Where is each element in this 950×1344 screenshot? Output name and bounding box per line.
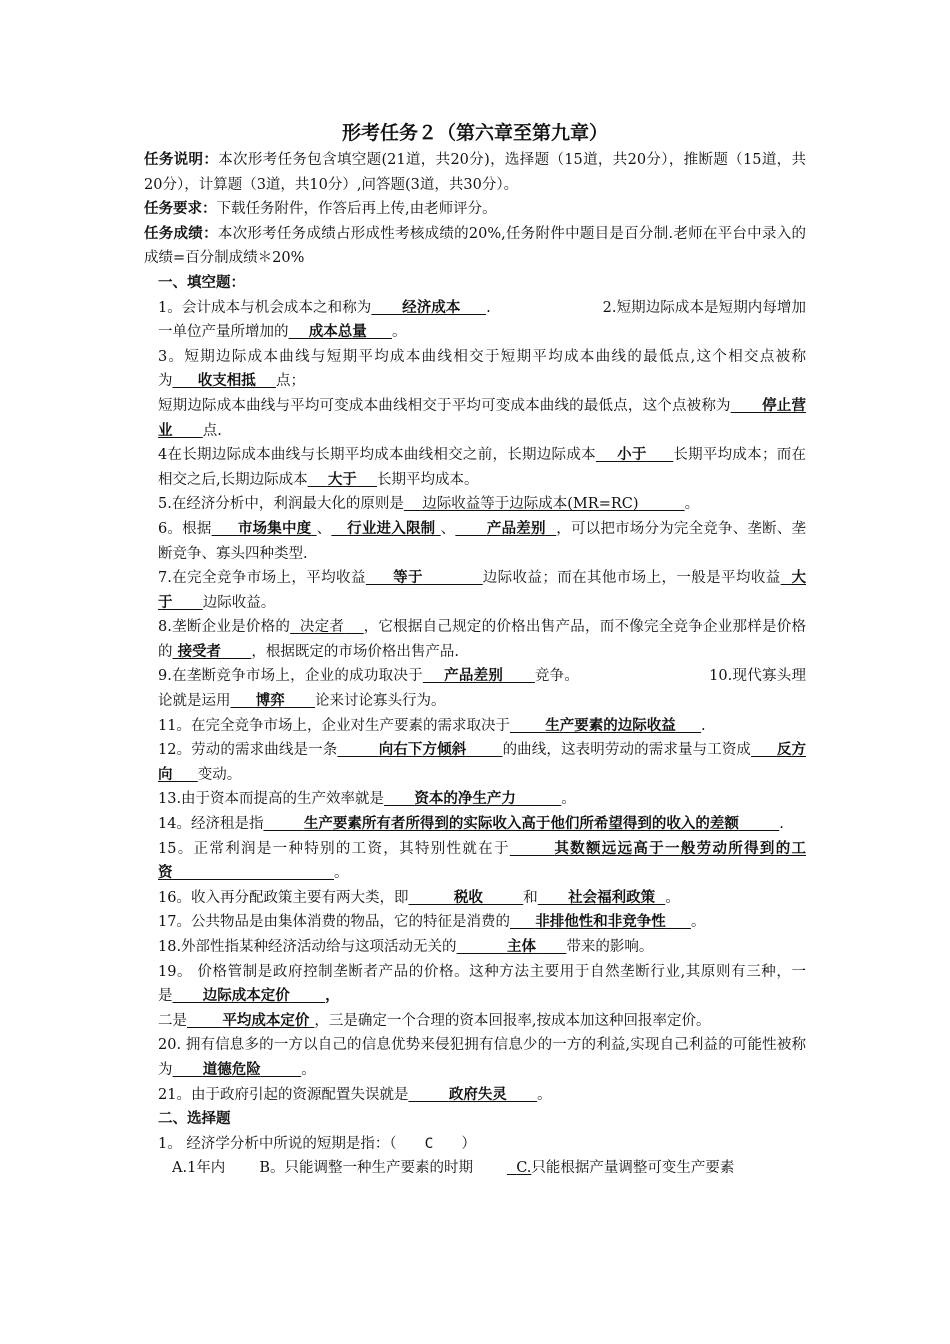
answer-blank: 产品差别 bbox=[444, 667, 504, 685]
question-18 bbox=[144, 935, 806, 960]
question-text: 的曲线，这表明劳动的需求量与工资成 bbox=[502, 742, 752, 759]
question-text: ， bbox=[325, 987, 340, 1005]
answer-blank: 市场集中度 bbox=[237, 519, 312, 537]
question-text: 13.由于资本而提高的生产效率就是 bbox=[158, 791, 385, 808]
question-text: 。 bbox=[690, 914, 706, 931]
answer-blank: 成本总量 bbox=[308, 323, 367, 341]
question-text: ，根据既定的市场价格出售产品. bbox=[251, 643, 459, 660]
answer-blank: 非排他性和非竞争性 bbox=[535, 913, 666, 931]
question-text: 15。正常利润是一种特别的工资，其特别性就在于 bbox=[158, 840, 510, 857]
question-text: 论来讨论寡头行为。 bbox=[315, 693, 446, 710]
answer-blank: 大于 bbox=[327, 470, 357, 488]
answer-blank: 生产要素的边际收益 bbox=[545, 716, 676, 734]
question-text: 边际收益；而在其他市场上，一般是平均收益 bbox=[482, 570, 781, 587]
question-text: 点； bbox=[275, 373, 305, 390]
answer-blank: 其数额远远高于一般劳动所得到的工资 bbox=[158, 839, 807, 882]
question-6 bbox=[144, 517, 806, 566]
answer-blank: 政府失灵 bbox=[448, 1085, 507, 1103]
question-text: 。 bbox=[391, 324, 407, 341]
document-title: 形考任务２（第六章至第九章） bbox=[341, 122, 608, 144]
question-text: 10.现代寡头理论就是运用 bbox=[158, 668, 806, 710]
question-text: 。 bbox=[334, 865, 349, 882]
question-text: 1。会计成本与机会成本之和称为 bbox=[158, 299, 372, 316]
answer-blank: 平均成本定价 bbox=[222, 1011, 310, 1029]
answer-blank: 接受者 bbox=[177, 642, 222, 660]
choice-question-1 bbox=[144, 1132, 806, 1157]
question-text: 长期平均成本。 bbox=[377, 471, 479, 488]
question-text: 12。劳动的需求曲线是一条 bbox=[158, 742, 338, 759]
question-19-continued bbox=[144, 1009, 806, 1034]
question-17 bbox=[144, 910, 806, 935]
question-text: 。 bbox=[537, 1086, 552, 1103]
answer-blank: 产品差别 bbox=[486, 519, 546, 537]
question-text: 带来的影响。 bbox=[566, 939, 654, 955]
task-requirement-label: 任务要求： bbox=[144, 200, 217, 218]
answer-blank: 经济成本 bbox=[402, 298, 461, 316]
question-text: . bbox=[486, 299, 491, 316]
question-text: 4在长期边际成本曲线与长期平均成本曲线相交之前，长期边际成本 bbox=[158, 447, 596, 464]
question-text: 。 bbox=[665, 889, 680, 906]
answer-blank: 小于 bbox=[617, 446, 647, 464]
answer-blank: 主体 bbox=[507, 938, 537, 955]
task-score bbox=[144, 222, 806, 271]
question-text: 2.短期边际成本是短期内每增加一单位产量所增加的 bbox=[158, 299, 806, 341]
answer-blank: 税收 bbox=[453, 888, 483, 906]
question-text: ，它根据自己规定的价格出售产品，而不像完全竞争企业那样是价格的 bbox=[158, 619, 807, 660]
question-5 bbox=[144, 492, 806, 517]
task-requirement-text: 下载任务附件，作答后再上传,由老师评分。 bbox=[216, 201, 497, 218]
question-19 bbox=[144, 960, 806, 1009]
task-score-text: 本次形考任务成绩占形成性考核成绩的20%,任务附件中题目是百分制.老师在平台中录入的成绩=百分制成绩＊20% bbox=[144, 225, 806, 267]
question-3-continued bbox=[144, 394, 806, 443]
question-text: 1。 经济学分析中所说的短期是指：（ bbox=[158, 1135, 397, 1152]
question-text: 边际收益。 bbox=[202, 594, 276, 611]
answer-blank: 边际成本定价 bbox=[202, 987, 290, 1005]
question-text: ） bbox=[461, 1135, 476, 1152]
question-text: 3。短期边际成本曲线与短期平均成本曲线相交于短期平均成本曲线的最低点,这个相交点被称为 bbox=[158, 348, 806, 390]
question-4 bbox=[144, 443, 806, 492]
question-13 bbox=[144, 787, 806, 812]
question-text: . bbox=[701, 717, 706, 734]
section-heading-choice: 二、选择题 bbox=[158, 1110, 231, 1128]
answer-blank: 道德危险 bbox=[202, 1060, 261, 1078]
question-9-10 bbox=[144, 664, 806, 713]
question-text: 点. bbox=[202, 422, 222, 439]
question-text: 、 bbox=[316, 520, 332, 537]
question-text: 5.在经济分析中，利润最大化的原则是 bbox=[158, 496, 404, 513]
question-text: 和 bbox=[523, 889, 538, 906]
question-text: 18.外部性指某种经济活动给与这项活动无关的 bbox=[158, 939, 457, 955]
answer-blank: 收支相抵 bbox=[197, 372, 256, 390]
question-text: 7.在完全竞争市场上，平均收益 bbox=[158, 570, 366, 587]
answer-blank: 决定者 bbox=[299, 619, 345, 636]
question-7 bbox=[144, 566, 806, 615]
question-text: ，可以把市场分为完全竞争、垄断、垄断竞争、寡头四种类型. bbox=[158, 520, 807, 562]
question-15 bbox=[144, 837, 806, 886]
question-text: 11。在完全竞争市场上，企业对生产要素的需求取决于 bbox=[158, 717, 510, 734]
question-14 bbox=[144, 812, 806, 837]
document-page bbox=[144, 118, 806, 1181]
question-text: . bbox=[779, 816, 784, 833]
question-text: 短期边际成本曲线与平均可变成本曲线相交于平均可变成本曲线的最低点，这个点被称为 bbox=[158, 397, 731, 414]
answer-blank: 行业进入限制 bbox=[347, 519, 436, 537]
question-8 bbox=[144, 615, 806, 664]
question-12 bbox=[144, 738, 806, 787]
question-text: 17。公共物品是由集体消费的物品，它的特征是消费的 bbox=[158, 914, 510, 931]
question-text: 8.垄断企业是价格的 bbox=[158, 619, 291, 636]
question-11 bbox=[144, 714, 806, 739]
question-text: 16。收入再分配政策主要有两大类，即 bbox=[158, 889, 409, 906]
option-a: A.1年内 bbox=[172, 1160, 226, 1177]
question-text: 。 bbox=[301, 1061, 316, 1078]
question-1-2 bbox=[144, 296, 806, 345]
question-text: 9.在垄断竞争市场上，企业的成功取决于 bbox=[158, 668, 423, 685]
answer-blank: 边际收益等于边际成本(MR=RC) bbox=[422, 496, 639, 513]
question-text: ，三是确定一个合理的资本回报率,按成本加这种回报率定价。 bbox=[314, 1012, 711, 1029]
question-text: 20. 拥有信息多的一方以自己的信息优势来侵犯拥有信息少的一方的利益,实现自己利益的可能性被称为 bbox=[158, 1037, 806, 1078]
answer-blank: 生产要素所有者所得到的实际收入高于他们所希望得到的收入的差额 bbox=[303, 815, 739, 833]
question-21 bbox=[144, 1083, 806, 1108]
question-text: 19。 价格管制是政府控制垄断者产品的价格。这种方法主要用于自然垄断行业,其原则有三种，一是 bbox=[158, 963, 806, 1005]
question-text: 6。根据 bbox=[158, 520, 212, 537]
task-requirement bbox=[144, 197, 806, 222]
answer-blank: 反方向 bbox=[158, 741, 807, 783]
question-text: 21。由于政府引起的资源配置失误就是 bbox=[158, 1086, 409, 1103]
question-text: 。 bbox=[684, 496, 700, 513]
answer-blank: 社会福利政策 bbox=[568, 888, 656, 906]
question-text: 、 bbox=[440, 520, 456, 537]
question-text: 长期平均成本；而在相交之后,长期边际成本 bbox=[158, 447, 806, 488]
question-text: 。 bbox=[561, 791, 576, 808]
choice-question-1-options bbox=[144, 1156, 806, 1181]
question-16 bbox=[144, 886, 806, 911]
question-text: 14。经济租是指 bbox=[158, 816, 264, 833]
choice-answer: C bbox=[424, 1135, 434, 1152]
question-3 bbox=[144, 345, 806, 394]
option-c-text: 只能根据产量调整可变生产要素 bbox=[531, 1160, 735, 1177]
answer-blank: 博弈 bbox=[255, 692, 285, 710]
answer-blank: 停止营业 bbox=[158, 396, 806, 439]
task-description bbox=[144, 148, 806, 197]
answer-blank: 向右下方倾斜 bbox=[378, 741, 467, 759]
question-text: 二是 bbox=[158, 1012, 187, 1029]
question-text: 竞争。 bbox=[534, 668, 580, 685]
task-score-label: 任务成绩： bbox=[144, 224, 218, 242]
answer-blank: 资本的净生产力 bbox=[414, 790, 516, 808]
answer-blank: 等于 bbox=[393, 569, 423, 587]
option-b: B。只能调整一种生产要素的时期 bbox=[259, 1160, 473, 1177]
task-description-label: 任务说明： bbox=[144, 151, 219, 168]
option-c-label: C. bbox=[516, 1160, 532, 1177]
section-heading-fill-in: 一、填空题： bbox=[158, 273, 245, 291]
question-text: 变动。 bbox=[197, 766, 242, 783]
task-description-text: 本次形考任务包含填空题(21道，共20分)，选择题（15道，共20分），推断题（15道，共20分），计算题（3道，共10分）,问答题(3道，共30分）。 bbox=[144, 152, 806, 193]
question-20 bbox=[144, 1033, 806, 1082]
answer-blank: 大于 bbox=[158, 569, 807, 611]
